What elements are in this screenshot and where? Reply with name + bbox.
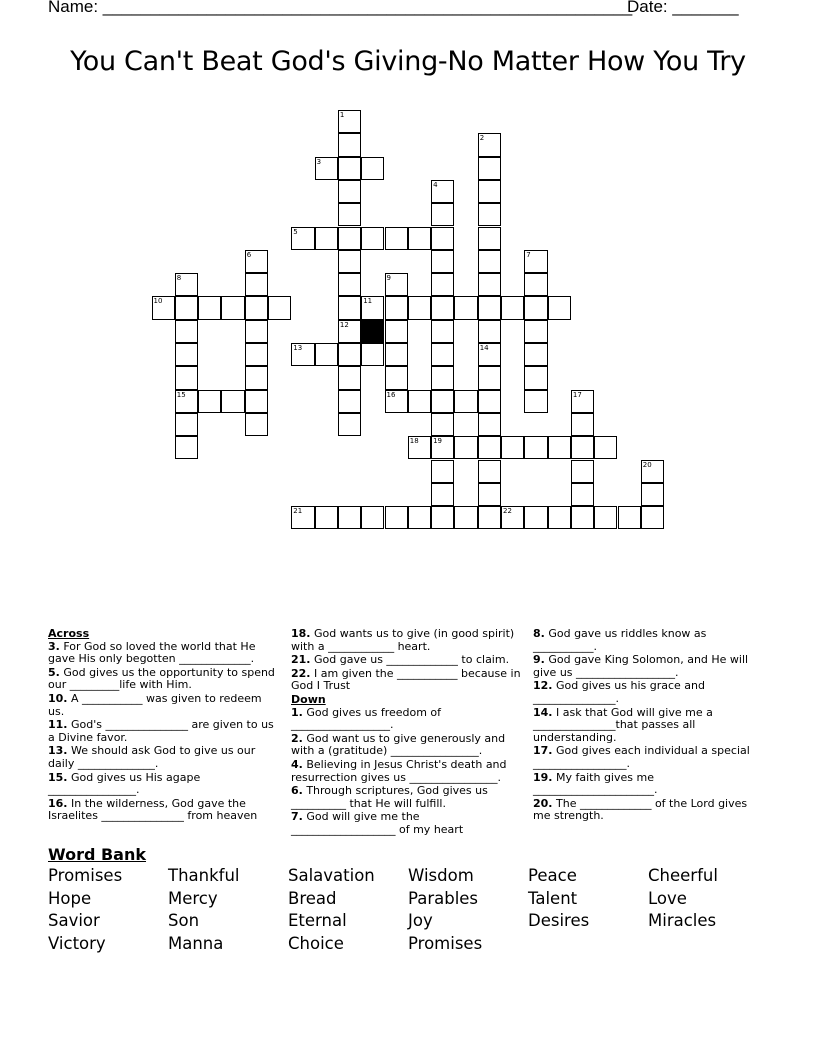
word-bank-item: Mercy bbox=[168, 889, 218, 908]
grid-cell bbox=[361, 506, 384, 529]
clue-number: 4. bbox=[291, 757, 303, 771]
word-bank-heading: Word Bank bbox=[48, 845, 147, 864]
clue-text: God wants us to give (in good spirit) with a ____________ heart. bbox=[291, 627, 515, 653]
grid-cell bbox=[524, 506, 547, 529]
clue-number-label: 3 bbox=[316, 157, 322, 166]
grid-cell bbox=[478, 227, 501, 250]
grid-cell bbox=[594, 436, 617, 459]
grid-cell bbox=[478, 203, 501, 226]
clue-number-label: 10 bbox=[153, 297, 163, 306]
grid-cell bbox=[198, 296, 221, 319]
clue-text: God gave King Solomon, and He will give us __________________. bbox=[533, 653, 749, 679]
clue-number-label: 20 bbox=[642, 460, 652, 469]
grid-cell bbox=[478, 133, 501, 156]
clue-number-label: 1 bbox=[339, 111, 345, 119]
word-bank-item: Love bbox=[648, 889, 687, 908]
clue-text: God want us to give generously and with a (gratitude) ________________. bbox=[291, 731, 506, 758]
grid-cell bbox=[198, 390, 221, 413]
grid-cell bbox=[478, 436, 501, 459]
word-bank-item: Manna bbox=[168, 934, 224, 953]
grid-cell bbox=[291, 227, 314, 250]
grid-cell bbox=[454, 296, 477, 319]
clue-number: 22. bbox=[291, 666, 311, 680]
grid-cell bbox=[385, 366, 408, 389]
grid-cell bbox=[338, 506, 361, 529]
clue-number: 11. bbox=[48, 718, 68, 732]
grid-cell bbox=[338, 250, 361, 273]
clue-item bbox=[48, 641, 278, 666]
grid-cell bbox=[385, 273, 408, 296]
grid-cell bbox=[385, 390, 408, 413]
clue-number-label: 5 bbox=[293, 227, 298, 236]
clue-number-label: 22 bbox=[503, 507, 512, 516]
grid-cell bbox=[385, 506, 408, 529]
grid-cell bbox=[594, 506, 617, 529]
across-heading: Across bbox=[48, 627, 90, 640]
grid-cell bbox=[245, 250, 268, 273]
grid-cell bbox=[175, 296, 198, 319]
clue-number: 16. bbox=[48, 796, 68, 810]
grid-cell bbox=[385, 296, 408, 319]
clue-number: 20. bbox=[533, 796, 553, 810]
grid-cell bbox=[338, 180, 361, 203]
grid-cell bbox=[501, 296, 524, 319]
clue-number: 8. bbox=[533, 627, 545, 640]
clue-number-label: 8 bbox=[176, 274, 182, 283]
grid-cell bbox=[338, 227, 361, 250]
grid-cell bbox=[338, 390, 361, 413]
grid-cell bbox=[431, 203, 454, 226]
clue-text: God gave us _____________ to claim. bbox=[310, 653, 510, 667]
grid-cell bbox=[245, 366, 268, 389]
grid-cell bbox=[431, 506, 454, 529]
grid-cell bbox=[315, 343, 338, 366]
grid-cell bbox=[291, 343, 314, 366]
clue-text: God gives each individual a special _________________. bbox=[533, 744, 750, 770]
grid-cell bbox=[478, 273, 501, 296]
grid-cell bbox=[478, 506, 501, 529]
grid-cell bbox=[478, 180, 501, 203]
grid-cell bbox=[478, 157, 501, 180]
clue-item bbox=[291, 668, 523, 693]
grid-cell bbox=[524, 343, 547, 366]
clue-item bbox=[48, 798, 278, 823]
grid-cell bbox=[524, 390, 547, 413]
down-heading: Down bbox=[291, 692, 326, 706]
clue-item bbox=[291, 759, 523, 784]
grid-cell bbox=[571, 390, 594, 413]
word-bank-item: Thankful bbox=[168, 866, 240, 885]
grid-cell bbox=[315, 506, 338, 529]
clue-item bbox=[291, 733, 523, 758]
grid-cell bbox=[338, 110, 361, 133]
word-bank-item: Talent bbox=[528, 889, 578, 908]
grid-cell bbox=[245, 320, 268, 343]
grid-cell bbox=[478, 413, 501, 436]
date-field-label: Date: _______ bbox=[627, 0, 739, 16]
clue-number: 19. bbox=[533, 770, 553, 784]
clue-number: 3. bbox=[48, 639, 60, 653]
grid-cell bbox=[245, 273, 268, 296]
grid-cell bbox=[338, 413, 361, 436]
clue-item bbox=[533, 707, 765, 745]
clue-number: 10. bbox=[48, 691, 68, 705]
clues-column-2 bbox=[291, 628, 523, 838]
grid-cell bbox=[431, 250, 454, 273]
grid-cell bbox=[385, 343, 408, 366]
clue-text: In the wilderness, God gave the Israelites _______________ from heaven bbox=[48, 796, 258, 823]
grid-cell bbox=[338, 366, 361, 389]
word-bank-item: Wisdom bbox=[408, 866, 474, 885]
name-field-label: Name: ________________________________________________________ bbox=[48, 0, 633, 16]
clue-number-label: 21 bbox=[293, 507, 303, 516]
clue-number: 5. bbox=[48, 665, 60, 679]
clue-number: 12. bbox=[533, 679, 553, 693]
grid-cell bbox=[618, 506, 641, 529]
word-bank-item: Parables bbox=[408, 889, 479, 908]
grid-cell bbox=[175, 320, 198, 343]
grid-cell bbox=[478, 390, 501, 413]
clues-column-1 bbox=[48, 628, 278, 824]
grid-cell bbox=[454, 390, 477, 413]
grid-cell bbox=[338, 320, 361, 343]
grid-cell bbox=[175, 390, 198, 413]
word-bank-item: Promises bbox=[408, 934, 483, 953]
clue-text: God gives us freedom of __________________. bbox=[291, 705, 442, 732]
grid-cell bbox=[524, 250, 547, 273]
grid-cell bbox=[431, 180, 454, 203]
clue-number-label: 19 bbox=[433, 437, 443, 446]
grid-cell bbox=[548, 296, 571, 319]
grid-cell bbox=[431, 296, 454, 319]
word-bank-item: Joy bbox=[408, 911, 433, 930]
word-bank-item: Choice bbox=[288, 934, 344, 953]
clue-number: 7. bbox=[291, 810, 303, 824]
clue-number: 9. bbox=[533, 653, 545, 667]
clue-text: God's _______________ are given to us a Divine favor. bbox=[48, 718, 274, 744]
word-bank-item: Bread bbox=[288, 889, 337, 908]
clue-number: 13. bbox=[48, 744, 68, 758]
clue-text: A ___________ was given to redeem us. bbox=[48, 691, 262, 718]
grid-cell bbox=[478, 320, 501, 343]
clue-text: God gave us riddles know as ___________. bbox=[533, 627, 707, 653]
clue-text: God gives us His agape ________________. bbox=[48, 770, 201, 797]
clue-text: For God so loved the world that He gave His only begotten _____________. bbox=[48, 639, 256, 666]
clue-item bbox=[48, 719, 278, 744]
word-bank-item: Savior bbox=[48, 911, 100, 930]
grid-cell bbox=[361, 227, 384, 250]
grid-cell bbox=[524, 436, 547, 459]
clue-text: We should ask God to give us our daily ______________. bbox=[48, 744, 256, 770]
clue-text: God will give me the ___________________ of my heart bbox=[291, 810, 464, 836]
clue-number-label: 18 bbox=[409, 437, 419, 446]
clue-number-label: 17 bbox=[572, 390, 582, 399]
word-bank-item: Peace bbox=[528, 866, 577, 885]
clue-number-label: 16 bbox=[386, 390, 396, 399]
clue-text: Through scriptures, God gives us __________ that He will fulfill. bbox=[291, 784, 488, 810]
grid-cell bbox=[338, 203, 361, 226]
clue-number: 1. bbox=[291, 705, 303, 719]
clue-item bbox=[533, 680, 765, 705]
grid-cell bbox=[338, 273, 361, 296]
grid-cell bbox=[478, 250, 501, 273]
grid-cell bbox=[175, 436, 198, 459]
clue-item bbox=[533, 628, 765, 653]
clue-item bbox=[48, 772, 278, 797]
word-bank-item: Hope bbox=[48, 889, 92, 908]
grid-cell bbox=[524, 296, 547, 319]
grid-cell bbox=[641, 460, 664, 483]
grid-cell bbox=[175, 343, 198, 366]
grid-cell bbox=[478, 460, 501, 483]
grid-cell bbox=[431, 436, 454, 459]
clue-text: I am given the ___________ because in God I Trust bbox=[291, 666, 521, 693]
clue-item bbox=[533, 745, 765, 770]
clues-column-3 bbox=[533, 628, 765, 824]
grid-cell bbox=[478, 343, 501, 366]
clue-number-label: 2 bbox=[479, 134, 485, 143]
clue-text: My faith gives me ______________________. bbox=[533, 770, 658, 797]
clue-number: 6. bbox=[291, 784, 303, 798]
clue-text: The _____________ of the Lord gives me strength. bbox=[533, 796, 748, 823]
grid-cell bbox=[478, 366, 501, 389]
clue-number-label: 14 bbox=[479, 344, 489, 352]
clue-item bbox=[48, 667, 278, 692]
grid-cell bbox=[641, 483, 664, 506]
grid-cell bbox=[245, 413, 268, 436]
black-cell bbox=[361, 320, 384, 343]
grid-cell bbox=[385, 320, 408, 343]
clue-number-label: 11 bbox=[363, 297, 373, 306]
grid-cell bbox=[245, 390, 268, 413]
clue-number: 15. bbox=[48, 770, 68, 784]
grid-cell bbox=[571, 483, 594, 506]
grid-cell bbox=[431, 366, 454, 389]
grid-cell bbox=[385, 227, 408, 250]
word-bank-item: Cheerful bbox=[648, 866, 718, 885]
grid-cell bbox=[454, 436, 477, 459]
grid-cell bbox=[431, 320, 454, 343]
clue-item bbox=[533, 654, 765, 679]
grid-cell bbox=[245, 296, 268, 319]
grid-cell bbox=[338, 296, 361, 319]
clue-number-label: 7 bbox=[526, 250, 531, 259]
clue-text: God gives us the opportunity to spend our _________life with Him. bbox=[48, 665, 275, 692]
clue-number-label: 4 bbox=[433, 180, 438, 189]
grid-cell bbox=[571, 436, 594, 459]
page-title: You Can't Beat God's Giving-No Matter How You Try bbox=[70, 46, 746, 77]
grid-cell bbox=[524, 320, 547, 343]
grid-cell bbox=[408, 436, 431, 459]
grid-cell bbox=[548, 506, 571, 529]
clue-text: God gives us his grace and _______________. bbox=[533, 679, 705, 705]
clue-number-label: 13 bbox=[293, 344, 303, 352]
grid-cell bbox=[361, 157, 384, 180]
grid-cell bbox=[315, 227, 338, 250]
word-bank-item: Eternal bbox=[288, 911, 347, 930]
grid-cell bbox=[478, 296, 501, 319]
grid-cell bbox=[291, 506, 314, 529]
clue-number: 18. bbox=[291, 627, 311, 640]
word-bank-item: Salavation bbox=[288, 866, 375, 885]
grid-cell bbox=[571, 413, 594, 436]
word-bank-item: Son bbox=[168, 911, 200, 930]
grid-cell bbox=[641, 506, 664, 529]
grid-cell bbox=[571, 506, 594, 529]
clue-number: 17. bbox=[533, 744, 553, 758]
grid-cell bbox=[431, 413, 454, 436]
grid-cell bbox=[175, 273, 198, 296]
clue-item bbox=[48, 745, 278, 770]
grid-cell bbox=[221, 296, 244, 319]
grid-cell bbox=[524, 273, 547, 296]
grid-cell bbox=[408, 390, 431, 413]
grid-cell bbox=[571, 460, 594, 483]
clue-number-label: 6 bbox=[246, 250, 252, 259]
grid-cell bbox=[175, 413, 198, 436]
grid-cell bbox=[431, 273, 454, 296]
grid-cell bbox=[268, 296, 291, 319]
word-bank-item: Victory bbox=[48, 934, 106, 953]
grid-cell bbox=[245, 343, 268, 366]
clue-text: I ask that God will give me a _______________that passes all understanding. bbox=[533, 705, 713, 744]
clue-item bbox=[48, 693, 278, 718]
grid-cell bbox=[431, 227, 454, 250]
grid-cell bbox=[524, 366, 547, 389]
clue-item bbox=[291, 707, 523, 732]
clue-number-label: 9 bbox=[386, 274, 391, 283]
grid-cell bbox=[501, 506, 524, 529]
clue-item bbox=[533, 772, 765, 797]
grid-cell bbox=[221, 390, 244, 413]
clue-number-label: 15 bbox=[176, 390, 186, 399]
grid-cell bbox=[501, 436, 524, 459]
clue-item bbox=[291, 811, 523, 836]
grid-cell bbox=[431, 343, 454, 366]
clue-number-label: 12 bbox=[339, 320, 349, 329]
grid-cell bbox=[478, 483, 501, 506]
grid-cell bbox=[408, 296, 431, 319]
clue-number: 21. bbox=[291, 653, 311, 667]
clue-item bbox=[291, 654, 523, 667]
grid-cell bbox=[408, 227, 431, 250]
grid-cell bbox=[338, 157, 361, 180]
grid-cell bbox=[431, 483, 454, 506]
grid-cell bbox=[548, 436, 571, 459]
clue-number: 14. bbox=[533, 705, 553, 719]
grid-cell bbox=[152, 296, 175, 319]
grid-cell bbox=[315, 157, 338, 180]
word-bank-item: Promises bbox=[48, 866, 123, 885]
clue-item bbox=[291, 785, 523, 810]
grid-cell bbox=[408, 506, 431, 529]
grid-cell bbox=[361, 343, 384, 366]
grid-cell bbox=[338, 133, 361, 156]
word-bank-item: Desires bbox=[528, 911, 590, 930]
grid-cell bbox=[431, 460, 454, 483]
grid-cell bbox=[175, 366, 198, 389]
clue-number: 2. bbox=[291, 731, 303, 745]
word-bank-item: Miracles bbox=[648, 911, 717, 930]
grid-cell bbox=[431, 390, 454, 413]
grid-cell bbox=[338, 343, 361, 366]
clue-text: Believing in Jesus Christ's death and resurrection gives us ________________. bbox=[291, 757, 507, 784]
grid-cell bbox=[361, 296, 384, 319]
clue-item bbox=[533, 798, 765, 823]
clue-item bbox=[291, 628, 523, 653]
grid-cell bbox=[454, 506, 477, 529]
